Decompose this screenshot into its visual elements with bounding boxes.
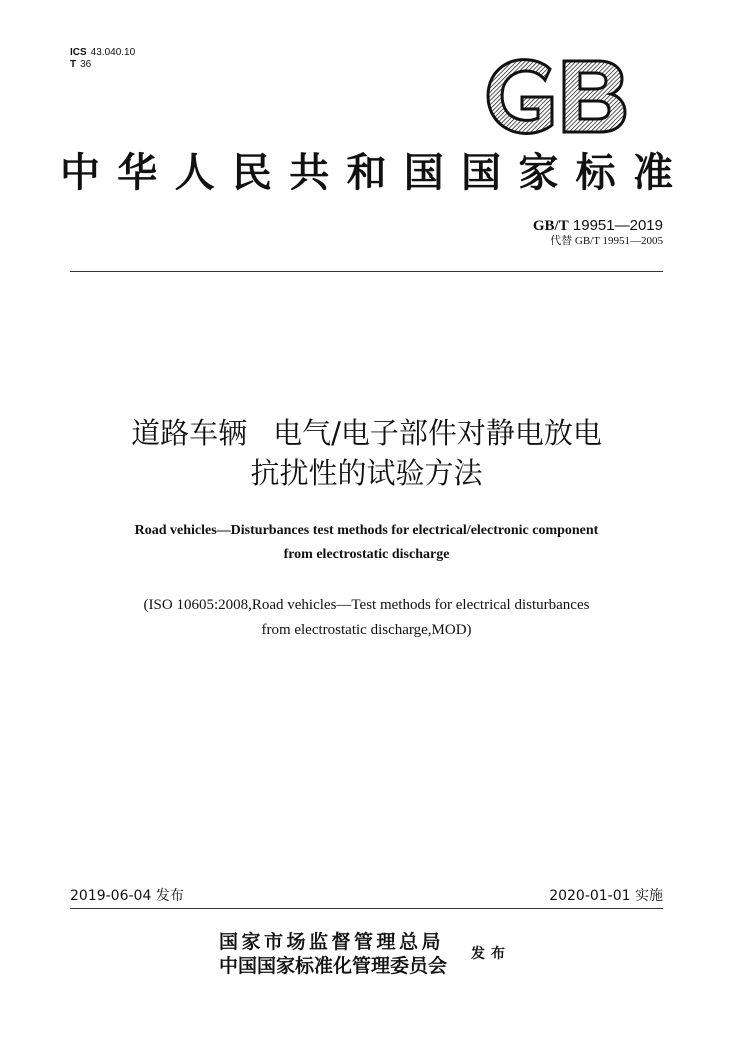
ccs-code <box>70 59 91 71</box>
issued-label: 发布 <box>471 946 511 962</box>
top-divider <box>70 271 663 272</box>
bottom-divider <box>70 908 663 909</box>
en-title-line-1: Road vehicles—Disturbances test methods for electrical/electronic component <box>134 523 599 538</box>
national-standard-title-char: 和 <box>346 149 387 196</box>
ccs-label: T <box>70 59 77 70</box>
national-standard-title-char: 标 <box>575 149 616 196</box>
replaces-standard: 代替 GB/T 19951—2005 <box>550 235 663 247</box>
standard-number-prefix: GB/T <box>532 218 569 234</box>
national-standard-title <box>60 148 673 198</box>
national-standard-title-char: 民 <box>231 149 272 196</box>
ccs-value: 36 <box>80 59 92 70</box>
national-standard-title-char: 中 <box>60 149 100 196</box>
iso-reference-line-1: (ISO 10605:2008,Road vehicles—Test methods for electrical disturbances <box>143 597 590 613</box>
national-standard-title-char: 国 <box>403 149 444 196</box>
national-standard-title-char: 准 <box>632 149 673 196</box>
zh-title-line-2: 抗扰性的试验方法 <box>250 456 483 490</box>
zh-title-part-1: 道路车辆 <box>131 416 248 450</box>
publish-date: 2019-06-04 发布 <box>70 888 184 904</box>
gb-logo <box>480 55 630 137</box>
zh-title-line-1 <box>0 413 733 453</box>
standard-number <box>533 218 663 234</box>
en-title-line-2: from electrostatic discharge <box>283 547 450 562</box>
gb-logo-icon <box>480 55 630 137</box>
ics-code <box>70 47 135 59</box>
national-standard-title-char: 人 <box>174 149 215 196</box>
national-standard-title-char: 家 <box>518 149 559 196</box>
ics-value: 43.040.10 <box>90 47 136 58</box>
zh-title-part-2: 电气/电子部件对静电放电 <box>273 416 602 450</box>
iso-reference-line-2: from electrostatic discharge,MOD) <box>261 622 472 638</box>
national-standard-title-char: 华 <box>117 149 158 196</box>
implement-date: 2020-01-01 实施 <box>549 888 663 904</box>
national-standard-title-char: 共 <box>289 149 330 196</box>
issuer-sac: 中国国家标准化管理委员会 <box>219 955 448 977</box>
ics-label: ICS <box>70 47 87 58</box>
standard-number-value: 19951—2019 <box>572 217 663 234</box>
issuer-samr: 国家市场监督管理总局 <box>219 931 445 953</box>
national-standard-title-char: 国 <box>461 149 502 196</box>
